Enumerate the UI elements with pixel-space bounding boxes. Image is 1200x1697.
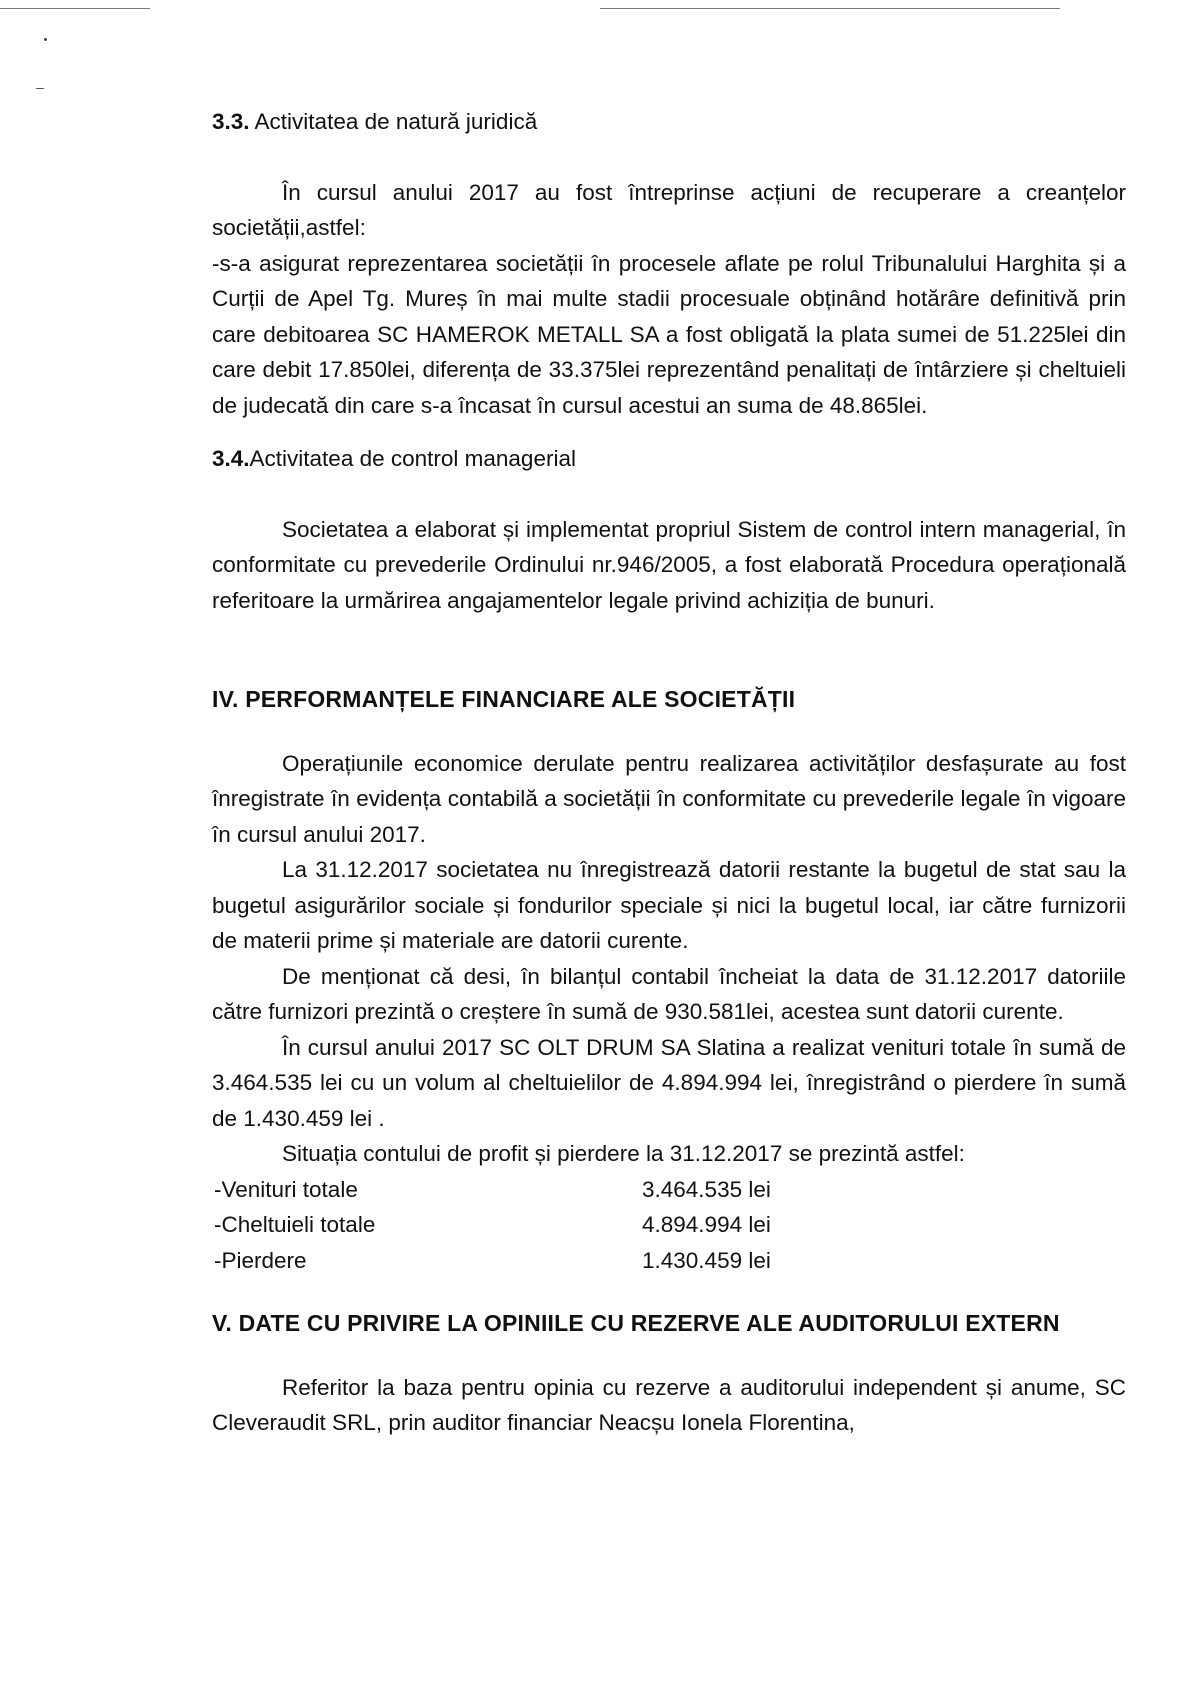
section-number: 3.4. [212,446,250,471]
paragraph: Situația contului de profit și pierdere la 31.12.2017 se prezintă astfel: [282,1141,965,1166]
scan-edge-line-left [0,8,150,9]
section-title: Activitatea de control managerial [249,446,576,471]
table-row [212,1172,771,1208]
paragraph: -s-a asigurat reprezentarea societății în procesele aflate pe rolul Tribunalului Harghita și a Curții de Apel Tg. Mureș în mai multe stadii procesuale obținând hotărâre definitivă prin care debitoarea SC HAMEROK METALL SA a fost obligată la plata sumei de 51.225lei din care debit 17.850lei, diferența de 33.375lei reprezentând penalitați de întârziere și cheltuieli de judecată din care s-a încasat în cursul acestui an suma de 48.865lei. [212,250,1126,418]
section-3-4-heading [212,441,1126,477]
profit-loss-table [212,1172,771,1279]
table-row [212,1207,771,1243]
paragraph: Societatea a elaborat și implementat propriul Sistem de control intern managerial, în conformitate cu prevederile Ordinului nr.946/2005, a fost elaborată Procedura operațională referitoare la urmărirea angajamentelor legale privind achiziția de bunuri. [212,516,1126,613]
paragraph: Referitor la baza pentru opinia cu rezerve a auditorului independent și anume, SC Cleveraudit SRL, prin auditor financiar Neacșu Ionela Florentina, [212,1374,1126,1435]
section-title: Activitatea de natură juridică [254,109,538,134]
scan-edge-line-right [600,8,1060,9]
scan-mark [36,88,44,89]
table-cell-value: 4.894.994 lei [642,1212,771,1237]
table-cell-value: 1.430.459 lei [642,1247,771,1273]
paragraph: La 31.12.2017 societatea nu înregistrează datorii restante la bugetul de stat sau la bugetul asigurărilor sociale și fondurilor speciale și nici la bugetul local, iar către furnizorii de materii prime și materiale are datorii curente. [212,857,1126,953]
table-row [212,1243,771,1279]
table-cell-label: -Pierdere [214,1247,307,1273]
paragraph: În cursul anului 2017 au fost întreprinse acțiuni de recuperare a creanțelor societății,astfel: [212,179,1126,240]
paragraph: Operațiunile economice derulate pentru realizarea activităților desfașurate au fost înregistrate în evidența contabilă a societății în conformitate cu prevederile legale în vigoare în cursul anului 2017. [212,750,1126,847]
section-3-3-heading [212,104,1126,140]
paragraph: În cursul anului 2017 SC OLT DRUM SA Slatina a realizat venituri totale în sumă de 3.464.535 lei cu un volum al cheltuielilor de 4.894.994 lei, înregistrând o pierdere în sumă de 1.430.459 lei . [212,1034,1126,1131]
table-cell-value: 3.464.535 lei [642,1176,771,1202]
table-cell-label: -Venituri totale [214,1176,358,1202]
section-iv-heading: IV. PERFORMANȚELE FINANCIARE ALE SOCIETĂȚII [212,686,796,712]
paragraph: De menționat că desi, în bilanțul contabil încheiat la data de 31.12.2017 datoriile către furnizori prezintă o creștere în sumă de 930.581lei, acestea sunt datorii curente. [212,963,1126,1024]
section-number: 3.3. [212,109,250,134]
table-cell-label: -Cheltuieli totale [214,1212,376,1237]
scan-speck [44,38,47,41]
document-page [212,104,1126,1441]
section-v-heading: V. DATE CU PRIVIRE LA OPINIILE CU REZERVE ALE AUDITORULUI EXTERN [212,1310,1060,1336]
